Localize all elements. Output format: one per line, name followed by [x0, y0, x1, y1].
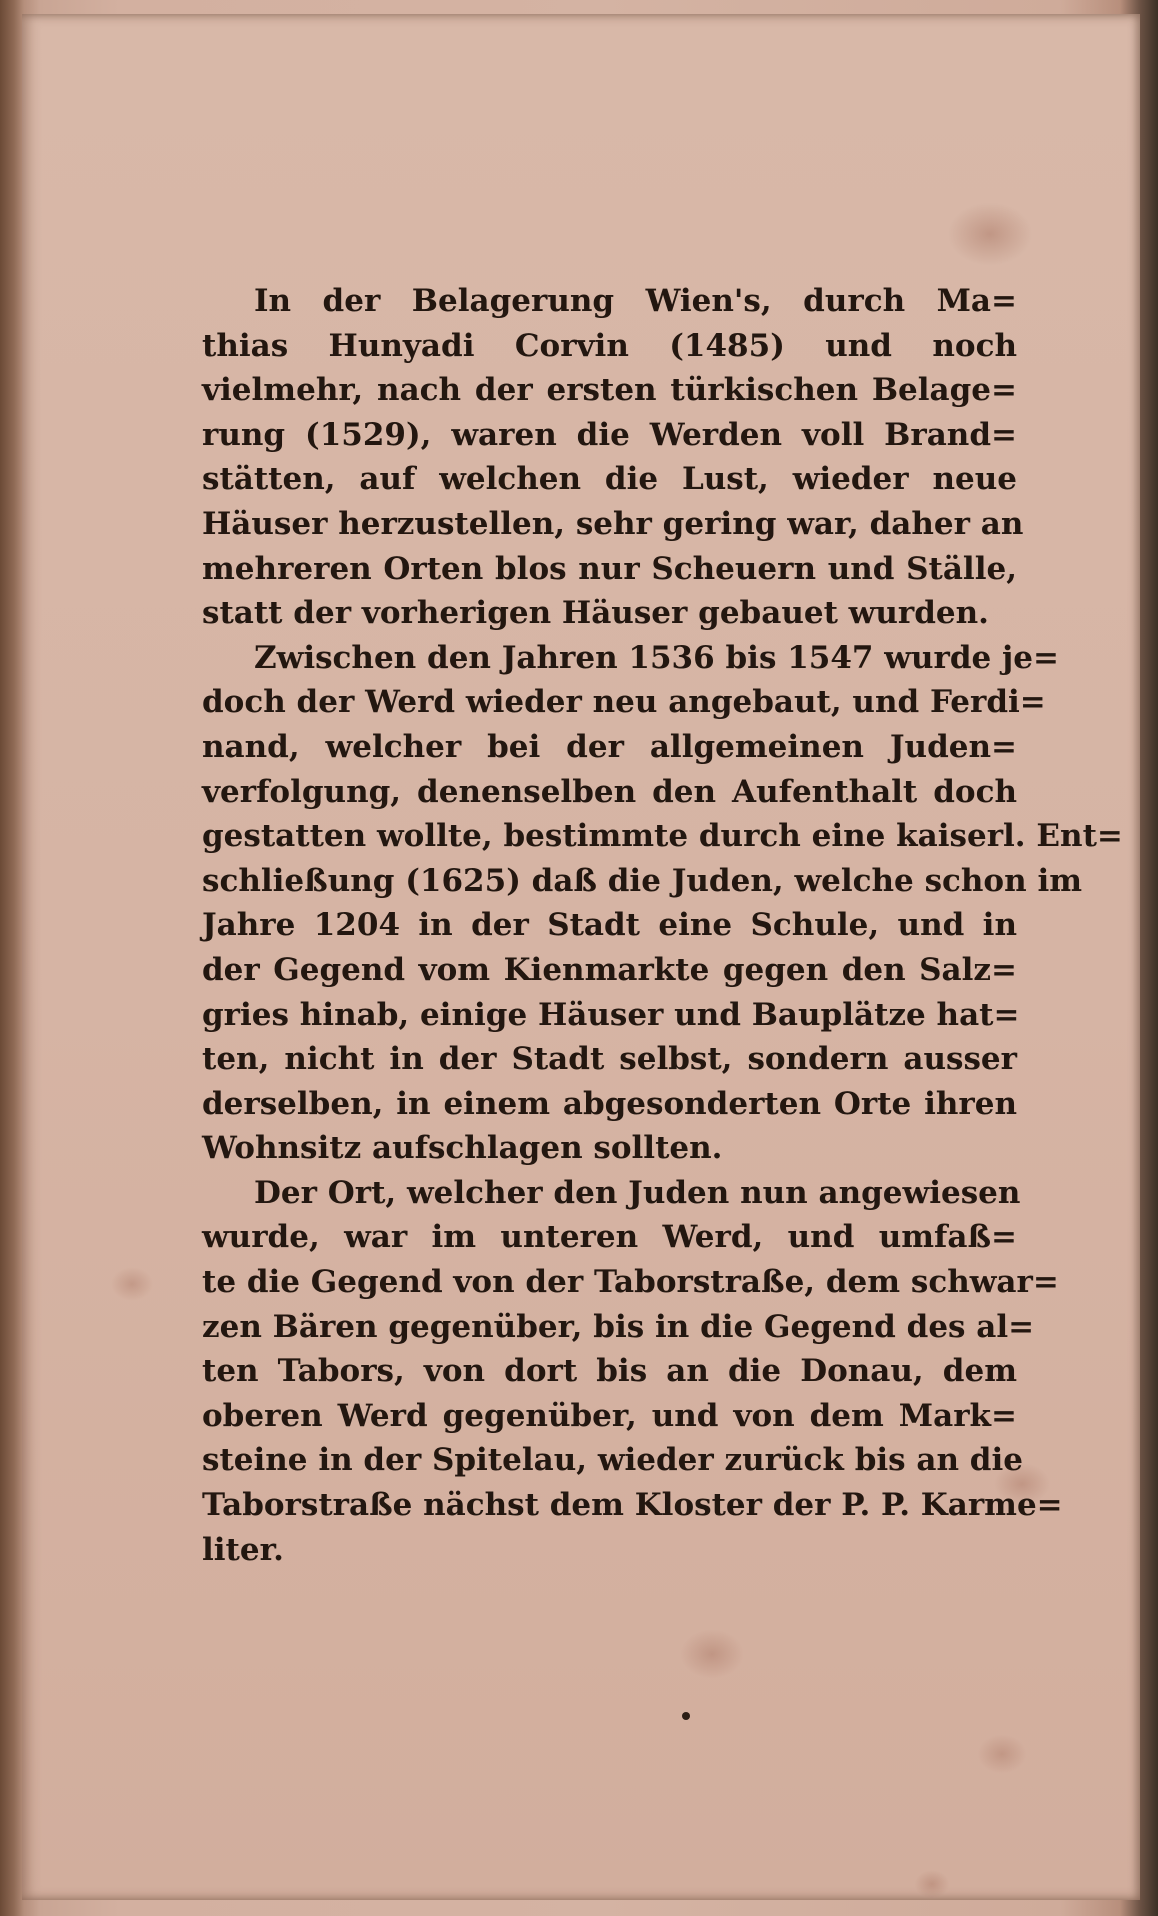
text-line: schließung (1625) daß die Juden, welche schon im — [202, 862, 1083, 899]
text-line: Jahre 1204 in der Stadt eine Schule, und in — [202, 907, 1017, 944]
text-line: liter. — [202, 1531, 284, 1568]
text-line: vielmehr, nach der ersten türkischen Belage= — [202, 372, 1017, 409]
text-line: wurde, war im unteren Werd, und umfaß= — [202, 1219, 1017, 1256]
text-line: gries hinab, einige Häuser und Bauplätze hat= — [202, 996, 1020, 1033]
text-line: oberen Werd gegenüber, und von dem Mark= — [202, 1397, 1017, 1434]
text-line: gestatten wollte, bestimmte durch eine kaiserl. Ent= — [202, 818, 1123, 855]
text-line: Taborstraße nächst dem Kloster der P. P. Karme= — [202, 1487, 1063, 1524]
text-line: ten, nicht in der Stadt selbst, sondern ausser — [202, 1041, 1017, 1078]
text-line: zen Bären gegenüber, bis in die Gegend des al= — [202, 1308, 1035, 1345]
text-line: Wohnsitz aufschlagen sollten. — [202, 1130, 723, 1167]
text-line: Der Ort, welcher den Juden nun angewiesen — [254, 1174, 1021, 1211]
text-line: doch der Werd wieder neu angebaut, und Ferdi= — [202, 684, 1046, 721]
text-line: der Gegend vom Kienmarkte gegen den Salz= — [202, 951, 1017, 988]
text-line: thias Hunyadi Corvin (1485) und noch — [202, 327, 1017, 364]
text-line: In der Belagerung Wien's, durch Ma= — [254, 283, 1017, 319]
text-line: mehreren Orten blos nur Scheuern und Ställe, — [202, 550, 1017, 587]
text-line: te die Gegend von der Taborstraße, dem schwar= — [202, 1264, 1059, 1301]
body-text — [202, 279, 1123, 1572]
text-line: derselben, in einem abgesonderten Orte ihren — [202, 1085, 1017, 1122]
text-line: stätten, auf welchen die Lust, wieder neue — [202, 461, 1017, 498]
ink-dot — [682, 1712, 690, 1720]
text-line: verfolgung, denenselben den Aufenthalt doch — [202, 773, 1017, 810]
text-line: statt der vorherigen Häuser gebauet wurden. — [202, 595, 989, 632]
text-line: Häuser herzustellen, sehr gering war, daher an — [202, 505, 1024, 542]
book-page — [22, 14, 1140, 1900]
text-line: ten Tabors, von dort bis an die Donau, dem — [202, 1353, 1017, 1390]
text-line: Zwischen den Jahren 1536 bis 1547 wurde je= — [254, 639, 1059, 676]
text-line: nand, welcher bei der allgemeinen Juden= — [202, 728, 1017, 765]
text-line: steine in der Spitelau, wieder zurück bis an die — [202, 1442, 1023, 1479]
text-line: rung (1529), waren die Werden voll Brand= — [202, 416, 1017, 453]
